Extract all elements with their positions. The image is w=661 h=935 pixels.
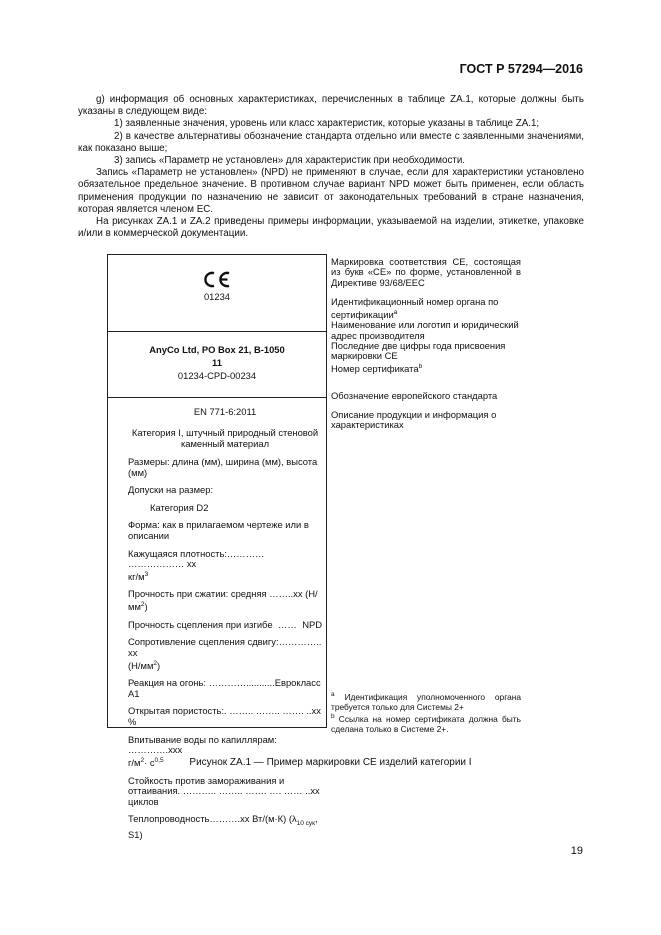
standard-reference: EN 771-6:2011 (193, 406, 257, 417)
product-section (108, 398, 326, 840)
manufacturer-section (108, 332, 326, 398)
intro-list-item: 2) в качестве альтернативы обозначение стандарта отдельно или вместе с заявленными значениями, как показано выше; (78, 130, 584, 154)
notified-body-number: 01234 (203, 291, 231, 302)
year-description: Последние две цифры года присвоения маркировки CE (331, 339, 506, 362)
footnote-a: $^a$ Идентификация уполномоченного органа требуется только для Системы 2+ (331, 691, 522, 712)
certificate-description: Номер сертификата$^b$ (331, 362, 423, 374)
open-porosity: Открытая пористость:. …….. …….. ……. ..xx % (128, 705, 321, 728)
id-number-description: Идентификационный номер органа по сертификации$^a$ (331, 296, 499, 320)
reaction-to-fire: Реакция на огонь: …………...........Еврокласс A1 (128, 677, 321, 699)
page-number: 19 (570, 845, 583, 857)
tolerance-category: Категория D2 (150, 501, 209, 513)
compressive-strength: Прочность при сжатии: средняя ……..xx $(Н/мм^2)$ (128, 588, 318, 613)
ce-mark-icon (202, 271, 232, 288)
footnote-b: $^b$ Ссылка на номер сертификата должна быть сделана только в Системе 2+. (331, 712, 521, 734)
water-absorption: Впитывание воды по капиллярам: ………….xxx $г/м^2\cdot с^{0,5}$ (128, 733, 277, 768)
standard-code: ГОСТ Р 57294—2016 (459, 62, 583, 76)
thermal-conductivity: Теплопроводность……….xx Вт/(м·К) ($\lambda_{10 сук}$, S1) (128, 813, 318, 840)
intro-list-item: 3) запись «Параметр не установлен» для характеристик при необходимости. (114, 155, 466, 167)
flexural-bond-strength: Прочность сцепления при изгибе …… NPD (128, 618, 322, 630)
annotations-top (331, 257, 521, 374)
ce-description: Маркировка соответствия CE, состоящая из букв «CE» по форме, установленной в Директиве 93/68/EEC (331, 256, 521, 288)
product-description: Описание продукции и информация о характеристиках (331, 409, 497, 431)
ce-label-box (107, 254, 327, 840)
intro-paragraph: Запись «Параметр не установлен» (NPD) не применяют в случае, если для характеристики установлено обязательное предельное значение. В противном случае вариант NPD может быть применен, если область применения продукции по назначению не зависит от законодательных требований в стране назначения, которая является членом ЕС. (78, 167, 584, 215)
tolerances: Допуски на размер: (128, 484, 214, 496)
form: Форма: как в прилагаемом чертеже или в описании (128, 519, 309, 541)
figure-caption: Рисунок ZA.1 — Пример маркировки CE изделий категории I (189, 757, 472, 768)
product-category: Категория I, штучный природный стеновой каменный материал (131, 427, 319, 449)
standard-description: Обозначение европейского стандарта (331, 390, 498, 401)
manufacturer-description: Наименование или логотип и юридический адрес производителя (331, 319, 519, 341)
certificate-number: 01234-CPD-00234 (177, 370, 257, 381)
marking-year: 11 (212, 357, 222, 368)
shear-bond-strength: Сопротивление сцепления сдвигу:………….. xx $(Н/мм^2)$ (128, 636, 322, 671)
ce-section (108, 271, 326, 332)
manufacturer-address: AnyCo Ltd, PO Box 21, B-1050 (149, 344, 285, 355)
footnotes (331, 690, 521, 734)
intro-paragraph: g) информация об основных характеристиках, перечисленных в таблице ZA.1, которые должны быть указаны в следующем виде: (78, 94, 584, 118)
freeze-thaw-resistance: Стойкость против замораживания и оттаивания. ……….. …….. ……. …. …… ..xx циклов (128, 774, 320, 807)
density: Кажущаяся плотность:………… ……………… xx $кг/м^3$ (128, 547, 265, 582)
dimensions: Размеры: длина (мм), ширина (мм), высота (мм) (128, 456, 318, 478)
intro-list-item: 1) заявленные значения, уровень или класс характеристик, которые указаны в таблице ZA.1; (114, 118, 540, 130)
intro-paragraph: На рисунках ZA.1 и ZA.2 приведены примеры информации, указываемой на изделии, этикетке, упаковке и/или в коммерческой документации. (78, 216, 584, 240)
intro-text (78, 94, 584, 240)
